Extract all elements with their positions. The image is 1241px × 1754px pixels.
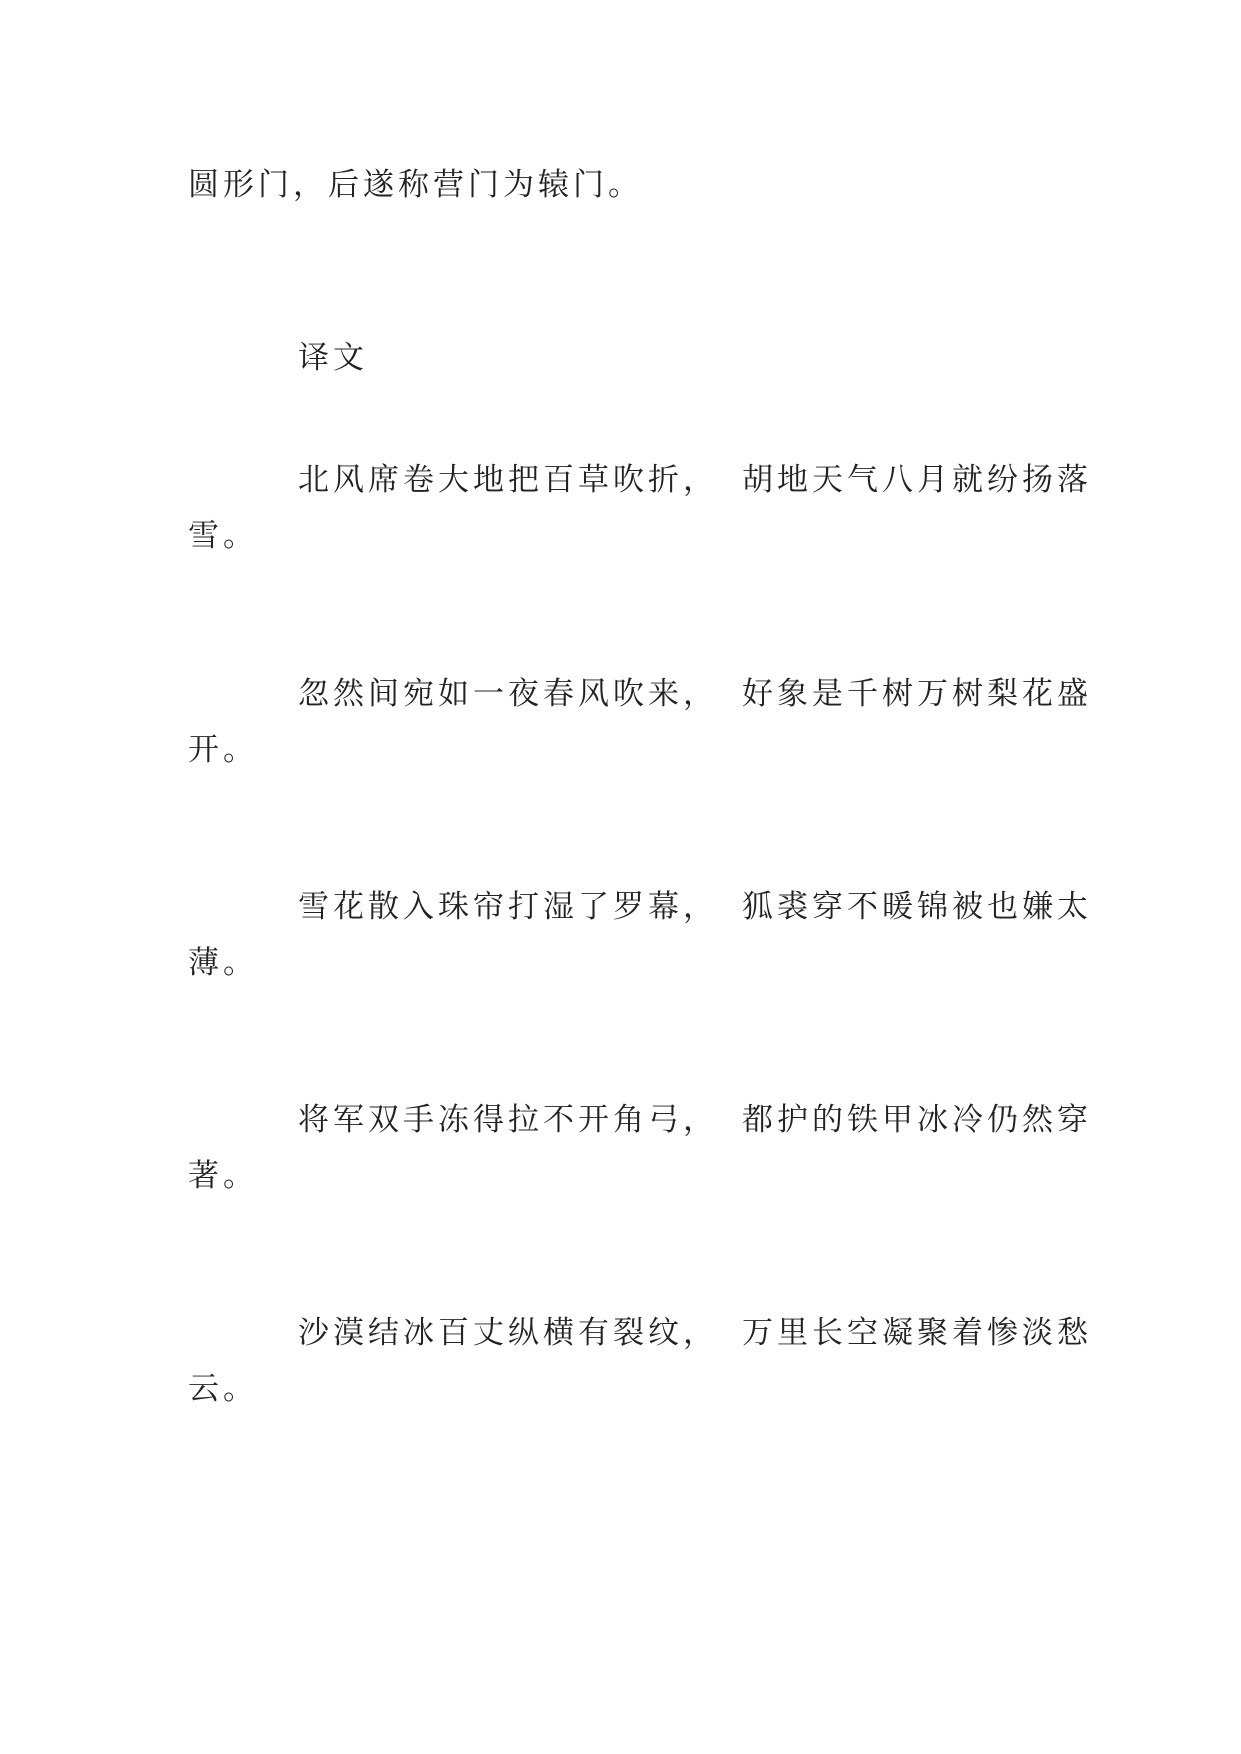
carryover-line: 圆形门，后遂称营门为辕门。 xyxy=(188,167,643,203)
paragraph-first-clause: 雪花散入珠帘打湿了罗幕， xyxy=(298,889,718,925)
paragraph-second-clause: 胡地天气八月就纷扬落 xyxy=(742,462,1092,498)
paragraph-first-clause: 将军双手冻得拉不开角弓， xyxy=(298,1102,718,1138)
paragraph-tail: 雪。 xyxy=(188,518,258,554)
paragraph-line xyxy=(298,887,1092,927)
paragraph-line xyxy=(298,460,1092,500)
paragraph-first-clause: 忽然间宛如一夜春风吹来， xyxy=(298,676,718,712)
paragraph-second-clause: 万里长空凝聚着惨淡愁 xyxy=(742,1315,1092,1351)
paragraph-tail: 开。 xyxy=(188,732,258,768)
paragraph-tail: 著。 xyxy=(188,1158,258,1194)
paragraph-first-clause: 北风席卷大地把百草吹折， xyxy=(298,462,718,498)
paragraph-tail: 云。 xyxy=(188,1371,258,1407)
paragraph-second-clause: 都护的铁甲冰冷仍然穿 xyxy=(742,1102,1092,1138)
paragraph-tail: 薄。 xyxy=(188,945,258,981)
paragraph-second-clause: 狐裘穿不暖锦被也嫌太 xyxy=(742,889,1092,925)
paragraph-line xyxy=(298,674,1092,714)
paragraph-second-clause: 好象是千树万树梨花盛 xyxy=(742,676,1092,712)
paragraph-first-clause: 沙漠结冰百丈纵横有裂纹， xyxy=(298,1315,718,1351)
paragraph-line xyxy=(298,1100,1092,1140)
section-heading: 译文 xyxy=(298,340,368,376)
paragraph-line xyxy=(298,1313,1092,1353)
